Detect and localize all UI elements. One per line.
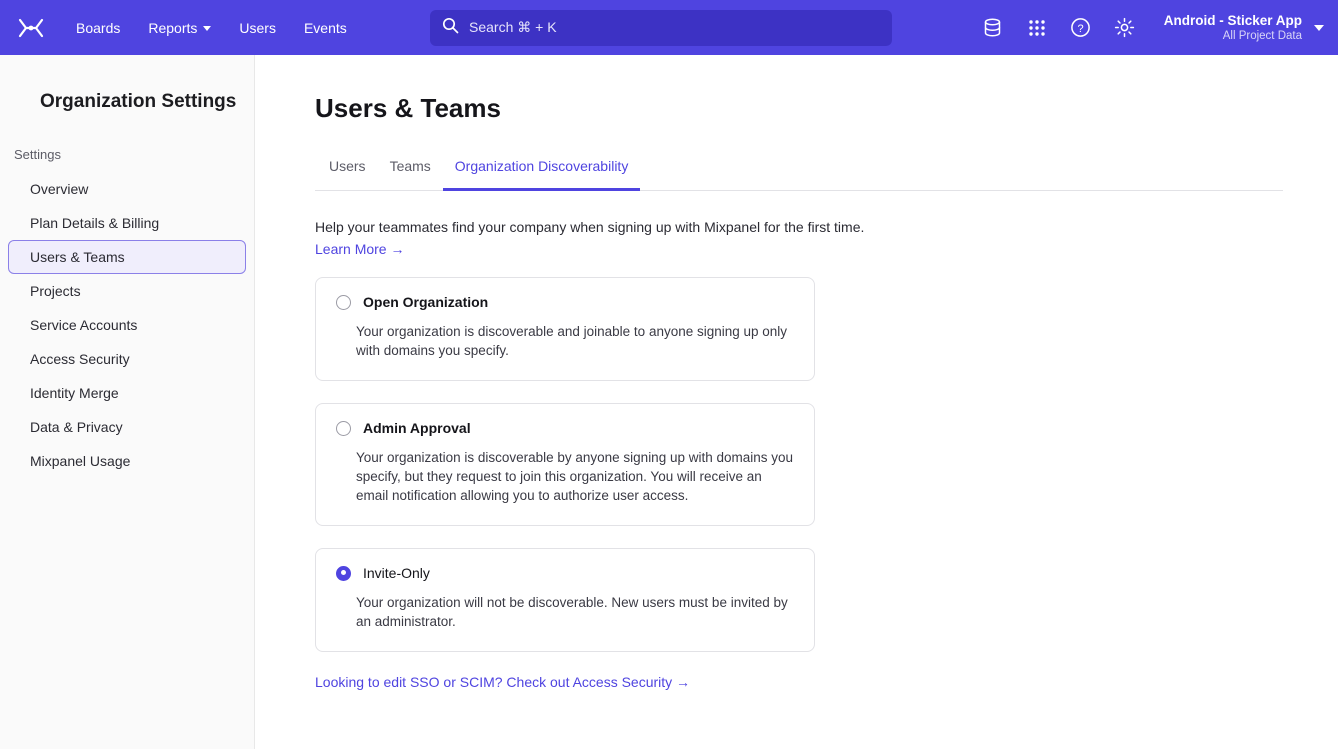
- page-title: Users & Teams: [315, 93, 501, 123]
- option-label: Invite-Only: [363, 565, 430, 581]
- database-icon[interactable]: [980, 15, 1006, 41]
- radio-invite-only[interactable]: [336, 566, 351, 581]
- nav-item-users[interactable]: [225, 12, 290, 44]
- discoverability-intro-text: Help your teammates find your company when signing up with Mixpanel for the first time.: [315, 219, 865, 235]
- sidebar-item-label: Projects: [30, 283, 81, 299]
- settings-sidebar: [0, 55, 255, 749]
- access-security-link[interactable]: Looking to edit SSO or SCIM? Check out Access Security →: [315, 674, 691, 690]
- topnav-right-icons: [980, 12, 1324, 44]
- sidebar-item-label: Data & Privacy: [30, 419, 123, 435]
- learn-more-link[interactable]: Learn More →: [315, 241, 405, 257]
- sidebar-item-label: Plan Details & Billing: [30, 215, 160, 231]
- sidebar-item-label: Users & Teams: [30, 249, 125, 265]
- page-body: [0, 55, 1338, 749]
- sidebar-item-label: Identity Merge: [30, 385, 119, 401]
- project-switcher[interactable]: [1156, 12, 1324, 44]
- sidebar-item-plan-details-billing[interactable]: [8, 206, 246, 240]
- search-input[interactable]: [430, 10, 892, 46]
- search-placeholder: Search ⌘ + K: [469, 19, 557, 35]
- project-name: Android - Sticker App: [1163, 12, 1302, 28]
- svg-text:?: ?: [1077, 23, 1084, 35]
- primary-nav-items: [62, 12, 361, 44]
- option-description: Your organization will not be discoverable. New users must be invited by an administrator.: [356, 595, 788, 629]
- nav-item-label: Events: [303, 19, 347, 36]
- sidebar-item-access-security[interactable]: [8, 342, 246, 376]
- nav-item-reports[interactable]: [134, 12, 225, 44]
- tab-users[interactable]: [315, 158, 378, 190]
- sidebar-item-label: Access Security: [30, 351, 130, 367]
- sidebar-section-label: Settings: [14, 147, 61, 162]
- sidebar-item-projects[interactable]: [8, 274, 246, 308]
- sidebar-item-identity-merge[interactable]: [8, 376, 246, 410]
- option-description: Your organization is discoverable by anyone signing up with domains you specify, but they request to join this organization. You will receive an email notification allowing you to authorize user access.: [356, 450, 794, 503]
- nav-item-events[interactable]: [290, 12, 361, 44]
- option-description: Your organization is discoverable and joinable to anyone signing up only with domains you specify.: [356, 324, 788, 358]
- tab-teams[interactable]: [378, 158, 443, 190]
- sidebar-item-label: Overview: [30, 181, 89, 197]
- main-content: [255, 55, 1338, 749]
- nav-item-label: Reports: [148, 19, 198, 36]
- help-circle-icon[interactable]: [1068, 15, 1094, 41]
- sidebar-item-label: Mixpanel Usage: [30, 453, 131, 469]
- sidebar-item-label: Service Accounts: [30, 317, 138, 333]
- radio-open-organization[interactable]: [336, 295, 351, 310]
- top-navigation-bar: [0, 0, 1338, 55]
- sidebar-item-users-teams[interactable]: [8, 240, 246, 274]
- tab-label: Organization Discoverability: [454, 158, 629, 174]
- option-card-invite-only[interactable]: [315, 548, 815, 652]
- search-icon: [442, 17, 459, 39]
- option-card-open-organization[interactable]: [315, 277, 815, 381]
- option-header: [336, 565, 794, 581]
- sidebar-item-data-privacy[interactable]: [8, 410, 246, 444]
- nav-item-boards[interactable]: [62, 12, 134, 44]
- tab-label: Teams: [389, 158, 431, 174]
- project-scope: All Project Data: [1222, 29, 1302, 42]
- nav-item-label: Boards: [76, 19, 121, 36]
- tab-organization-discoverability[interactable]: [443, 158, 641, 190]
- chevron-down-icon: [1314, 25, 1324, 31]
- radio-admin-approval[interactable]: [336, 421, 351, 436]
- chevron-down-icon: [203, 26, 211, 31]
- grid-apps-icon[interactable]: [1024, 15, 1050, 41]
- tab-label: Users: [329, 158, 366, 174]
- option-header: [336, 420, 794, 436]
- sidebar-item-mixpanel-usage[interactable]: [8, 444, 246, 478]
- nav-item-label: Users: [239, 19, 276, 36]
- gear-icon[interactable]: [1112, 15, 1138, 41]
- mixpanel-logo-icon[interactable]: [0, 15, 62, 41]
- option-header: [336, 294, 794, 310]
- tab-bar: [315, 158, 1283, 191]
- option-card-admin-approval[interactable]: [315, 403, 815, 526]
- option-label: Admin Approval: [363, 420, 471, 436]
- sidebar-item-overview[interactable]: [8, 172, 246, 206]
- sidebar-title: Organization Settings: [40, 91, 237, 112]
- sidebar-item-service-accounts[interactable]: [8, 308, 246, 342]
- option-label: Open Organization: [363, 294, 489, 310]
